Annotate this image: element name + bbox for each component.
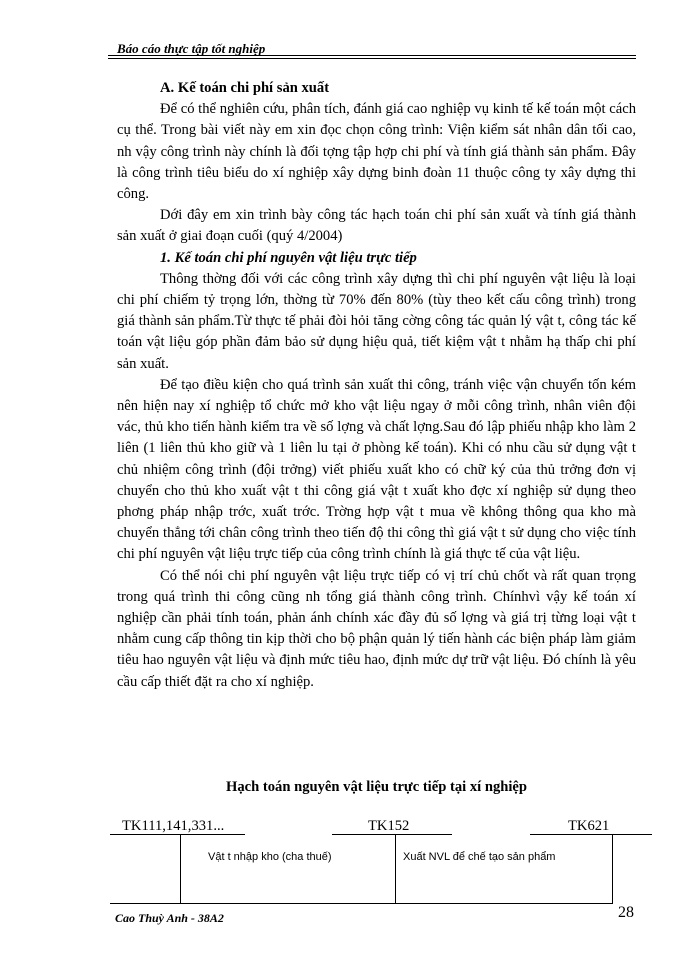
footer-author: Cao Thuỳ Anh - 38A2 [115,911,224,925]
subsection-paragraph: Để tạo điều kiện cho quá trình sản xuất thi công, tránh việc vận chuyển tốn kém nên hiện nay xí nghiệp tổ chức mở kho vật liệu ngay ở mỗi công trình, nhân viên đội vác, thủ kho tiến hành kiểm tra về số lợng và chất lợng.Sau đó lập phiếu nhập kho làm 2 liên (1 liên thủ kho giữ và 1 liên lu tại ở phòng kế toán). Khi có nhu cầu sử dụng vật t chủ nhiệm công trình (đội trởng) viết phiếu xuất kho có chữ ký của thủ trởng đơn vị chuyển cho thủ kho xuất vật t thi công giá vật t xuất kho đợc xí nghiệp sử dụng theo phơng pháp nhập trớc, xuất trớc. Trờng hợp vật t mua về không thông qua kho mà chuyển thẳng tới chân công trình theo tiến độ thi công thì giá vật t sử dụng cho việc tính chi phí nguyên vật liệu trực tiếp của công trình chính là giá thực tế của vật liệu. [117,376,636,563]
section-paragraph: Dới đây em xin trình bày công tác hạch toán chi phí sản xuất và tính giá thành sản xuất ở giai đoạn cuối (quý 4/2004) [117,207,636,245]
page-number: 28 [618,904,634,921]
account-label-tk621: TK621 [568,818,610,834]
section-heading: A. Kế toán chi phí sản xuất [160,80,330,96]
diagram-title: Hạch toán nguyên vật liệu trực tiếp tại xí nghiệp [225,779,528,795]
header-title: Báo cáo thực tập tốt nghiệp [117,41,266,56]
entry-export: Xuất NVL để chế tạo sản phẩm [403,851,556,863]
main-content [117,78,636,693]
account-label-tk152: TK152 [368,818,410,834]
account-label-tk111: TK111,141,331... [122,818,225,834]
footer-rule [110,903,613,904]
account-line-tk152 [332,834,452,835]
header-rule [108,55,636,56]
subsection-paragraph: Thông thờng đối với các công trình xây dựng thì chi phí nguyên vật liệu là loại chi phí chiếm tỷ trọng lớn, thờng từ 70% đến 80% (tùy theo kết cấu công trình) trong giá thành sản phẩm.Từ thực tế phải đòi hỏi tăng cờng công tác quản lý vật t, công tác kế toán vật liệu góp phần đảm bảo sử dụng hiệu quả, tiết kiệm vật t nhằm hạ thấp chi phí sản xuất. [117,270,636,372]
account-line-tk111 [110,834,245,835]
entry-import: Vật t nhập kho (cha thuế) [208,851,332,863]
diagram-vline [180,834,181,904]
header-rule-thin [108,58,636,59]
diagram-vline [612,834,613,904]
account-line-tk621 [530,834,652,835]
diagram-vline [395,834,396,904]
section-paragraph: Để có thể nghiên cứu, phân tích, đánh giá cao nghiệp vụ kinh tế kế toán một cách cụ thể. Trong bài viết này em xin đọc chọn công trình: Viện kiểm sát nhân dân tối cao, nh vậy công trình này chính là đối tợng tập hợp chi phí và tính giá thành sản phẩm. Đây là công trình tiêu biểu do xí nghiệp xây dựng binh đoàn 11 thuộc công ty xây dựng thi công. [117,101,636,203]
subsection-heading: 1. Kế toán chi phí nguyên vật liệu trực tiếp [160,249,417,266]
subsection-paragraph: Có thể nói chi phí nguyên vật liệu trực tiếp có vị trí chủ chốt và rất quan trọng trong quá trình thi công cũng nh tổng giá thành công trình. Chínhvì vậy kế toán xí nghiệp cần phải tính toán, phản ánh chính xác đầy đủ số lợng và giá trị từng loại vật t nhằm cung cấp thông tin kịp thời cho bộ phận quản lý tiến hành các biện pháp làm giảm tiêu hao nguyên vật liệu và định mức tiêu hao, định mức dự trữ vật liệu. Đó chính là yêu cầu cấp thiết đặt ra cho xí nghiệp. [117,567,636,690]
